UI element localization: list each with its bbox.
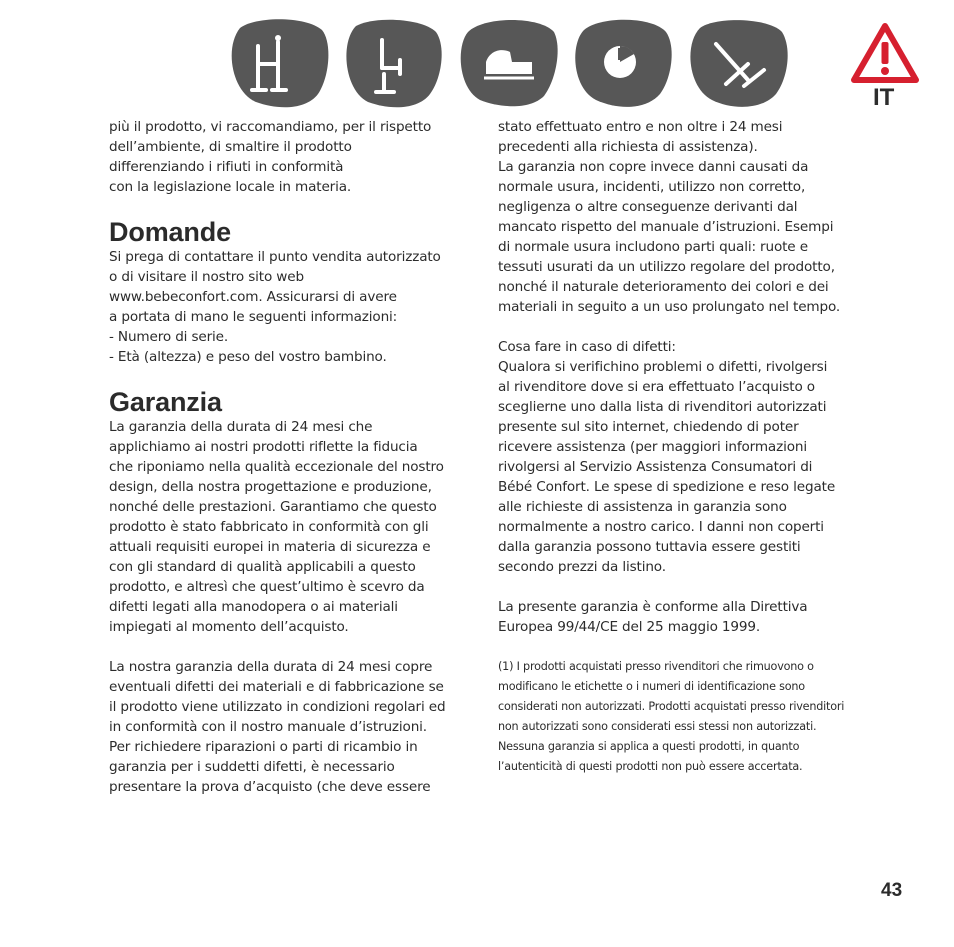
- domande-paragraph: Si prega di contattare il punto vendita autorizzato o di visitare il nostro sito web www.bebeconfort.com. Assicurarsi di avere a portata di mano le seguenti informazioni: - Numero di serie. - Età (altezza) e peso del vostro bambino.: [109, 249, 441, 365]
- language-label: IT: [873, 84, 895, 111]
- carrycot-icon: [456, 18, 560, 108]
- domande-heading: Domande: [109, 217, 231, 247]
- product-icons-row: [226, 18, 898, 110]
- garanzia-paragraph-2: La nostra garanzia della durata di 24 mesi copre eventuali difetti dei materiali e di fabbricazione se il prodotto viene utilizzato in condizioni regolari ed in conformità con il nostro manuale d’istruzioni. Per richiedere riparazioni o parti di ricambio in garanzia per i suddetti difetti, è necessario presentare la prova d’acquisto (che deve essere: [109, 659, 446, 795]
- high-chair-icon: [340, 18, 444, 108]
- right-column: [498, 117, 862, 777]
- garanzia-heading: Garanzia: [109, 387, 222, 417]
- page-number: 43: [881, 880, 903, 901]
- disposal-paragraph: più il prodotto, vi raccomandiamo, per il rispetto dell’ambiente, di smaltire il prodotto differenziando i rifiuti in conformità con la legislazione locale in materia.: [109, 119, 432, 195]
- defects-paragraph: Cosa fare in caso di difetti: Qualora si verifichino problemi o difetti, rivolgersi al rivenditore dove si era effettuato l’acquisto o sceglierne uno dalla lista di rivenditori autorizzati presente sul sito internet, chiedendo di poter ricevere assistenza (per maggiori informazioni rivolgersi al Servizio Assistenza Consumatori di Bébé Confort. Le spese di spedizione e reso legate alle richieste di assistenza in garanzia sono normalmente a nostro carico. I danni non coperti dalla garanzia possono tuttavia essere gestiti secondo prezzi da listino.: [498, 339, 836, 575]
- garanzia-paragraph-1: La garanzia della durata di 24 mesi che applichiamo ai nostri prodotti riflette la fiducia che riponiamo nella qualità eccezionale del nostro design, della nostra progettazione e produzione, nonché delle prestazioni. Garantiamo che questo prodotto è stato fabbricato in conformità con gli attuali requisiti europei in materia di sicurezza e con gli standard di qualità applicabili a questo prodotto, e altresì che quest’ultimo è scevro da difetti legati alla manodopera o ai materiali impiegati al momento dell’acquisto.: [109, 419, 444, 635]
- footnote: (1) I prodotti acquistati presso rivenditori che rimuovono o modificano le etichette o i numeri di identificazione sono considerati non autorizzati. Prodotti acquistati presso rivenditori non autorizzati sono considerati essi stessi non autorizzati. Nessuna garanzia si applica a questi prodotti, in quanto l’autenticità di questi prodotti non può essere accertata.: [498, 660, 845, 773]
- car-seat-icon: [570, 18, 674, 108]
- left-column: [109, 117, 469, 797]
- warning-triangle-icon: [850, 22, 920, 86]
- reclined-stroller-icon: [686, 18, 790, 108]
- walker-frame-icon: [226, 18, 330, 108]
- directive-paragraph: La presente garanzia è conforme alla Direttiva Europea 99/44/CE del 25 maggio 1999.: [498, 599, 808, 635]
- coverage-paragraph: stato effettuato entro e non oltre i 24 mesi precedenti alla richiesta di assistenza). La garanzia non copre invece danni causati da normale usura, incidenti, utilizzo non corretto, negligenza o altre conseguenze derivanti dal mancato rispetto del manuale d’istruzioni. Esempi di normale usura includono parti quali: ruote e tessuti usurati da un utilizzo regolare del prodotto, nonché il naturale deterioramento dei colori e dei materiali in seguito a un uso prolungato nel tempo.: [498, 119, 841, 315]
